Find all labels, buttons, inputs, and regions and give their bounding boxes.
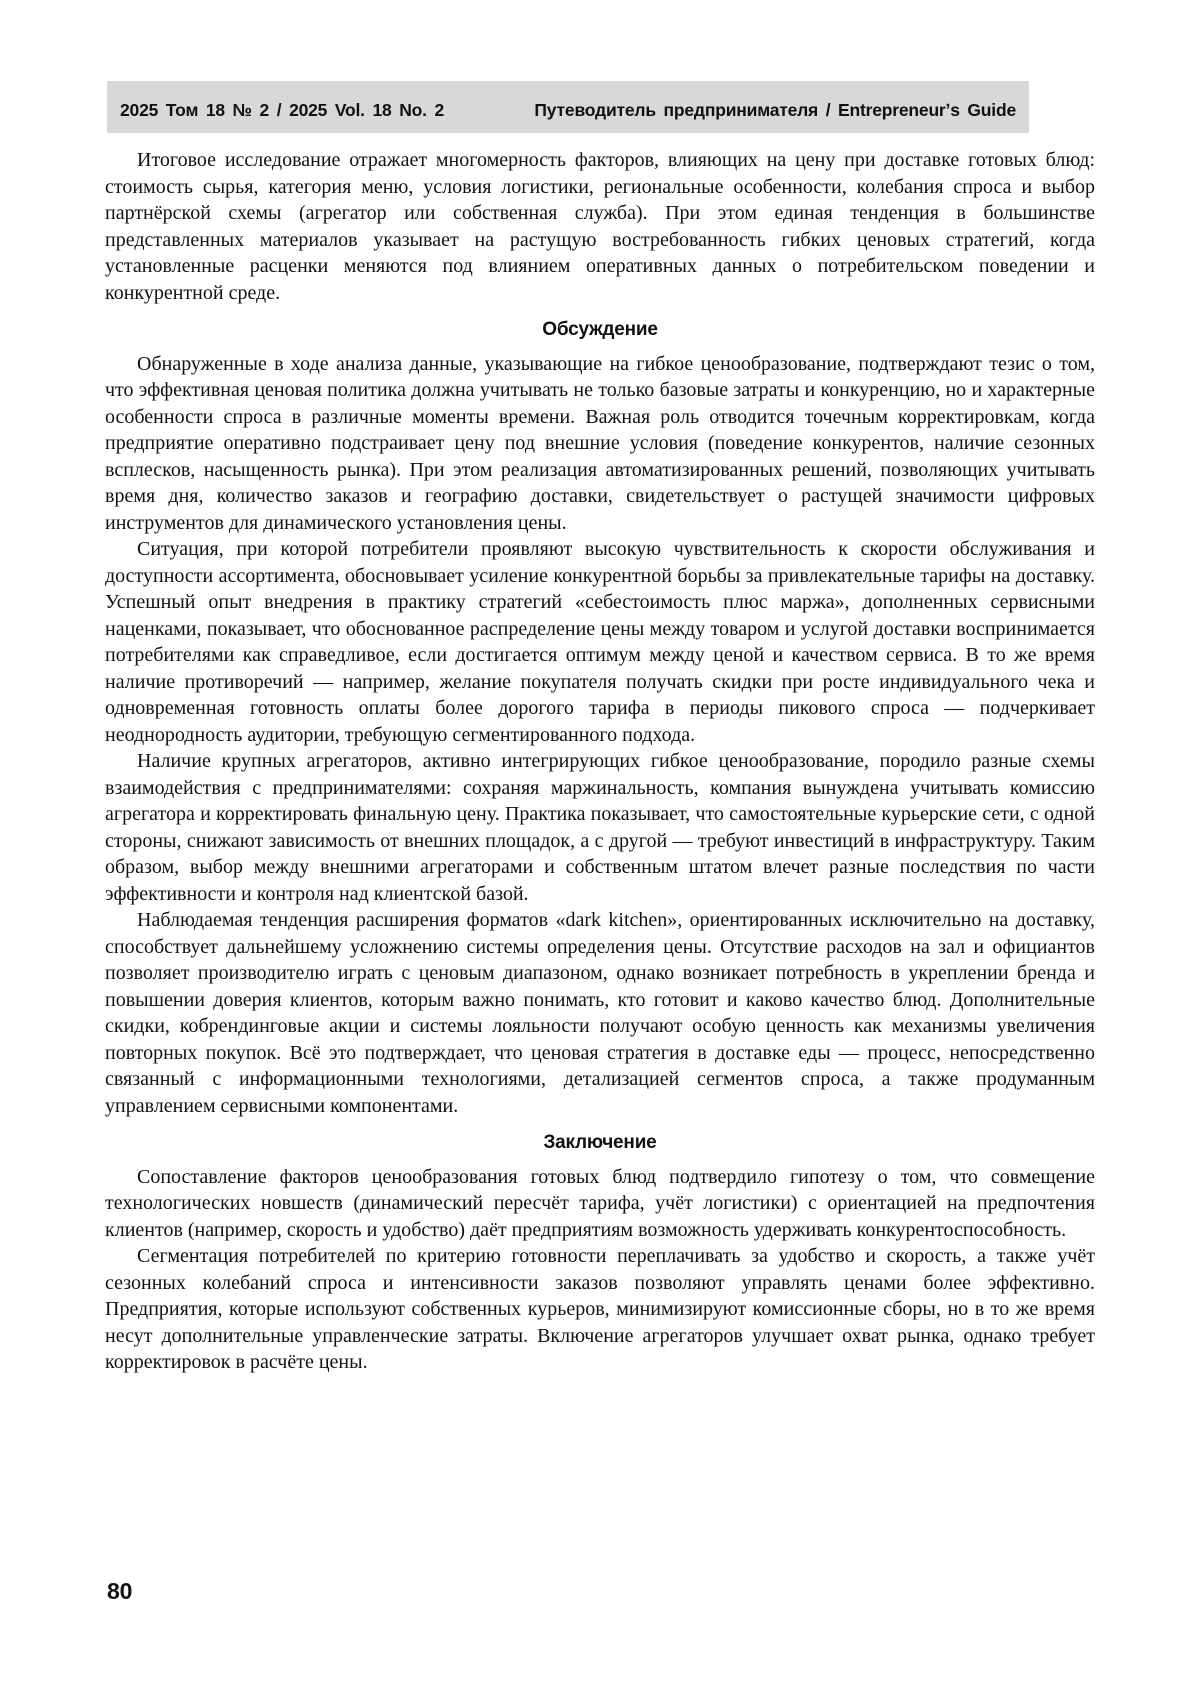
discussion-paragraph-2: Ситуация, при которой потребители проявляют высокую чувствительность к скорости обслуживания и доступности ассортимента, обосновывает усиление конкурентной борьбы за привлекательные тарифы на доставку. Успешный опыт внедрения в практику стратегий «себестоимость плюс маржа», дополненных сервисными наценками, показывает, что обоснованное распределение цены между товаром и услугой доставки воспринимается потребителями как справедливое, если достигается оптимум между ценой и качеством сервиса. В то же время наличие противоречий — например, желание покупателя получать скидки при росте индивидуального чека и одновременная готовность оплаты более дорогого тарифа в периоды пикового спроса — подчеркивает неоднородность аудитории, требующую сегментированного подхода. — [105, 538, 1095, 746]
article-body — [105, 147, 1095, 1376]
page-number: 80 — [107, 1578, 133, 1604]
conclusion-paragraph-2: Сегментация потребителей по критерию готовности переплачивать за удобство и скорость, а также учёт сезонных колебаний спроса и интенсивности заказов позволяют управлять ценами более эффективно. Предприятия, которые используют собственных курьеров, минимизируют комиссионные сборы, но в то же время несут дополнительные управленческие затраты. Включение агрегаторов улучшает охват рынка, однако требует корректировок в расчёте цены. — [105, 1245, 1095, 1373]
discussion-paragraph-4: Наблюдаемая тенденция расширения форматов «dark kitchen», ориентированных исключительно на доставку, способствует дальнейшему усложнению системы определения цены. Отсутствие расходов на зал и официантов позволяет производителю играть с ценовым диапазоном, однако возникает потребность в укреплении бренда и повышении доверия клиентов, которым важно понимать, кто готовит и каково качество блюд. Дополнительные скидки, кобрендинговые акции и системы лояльности получают особую ценность как механизмы увеличения повторных покупок. Всё это подтверждает, что ценовая стратегия в доставке еды — процесс, непосредственно связанный с информационными технологиями, детализацией сегментов спроса, а также продуманным управлением сервисными компонентами. — [105, 909, 1095, 1117]
volume-issue-info: 2025 Том 18 № 2 / 2025 Vol. 18 No. 2 — [120, 99, 445, 120]
conclusion-heading: Заключение — [543, 1132, 657, 1153]
discussion-paragraph-3: Наличие крупных агрегаторов, активно интегрирующих гибкое ценообразование, породило разные схемы взаимодействия с предпринимателями: сохраняя маржинальность, компания вынуждена учитывать комиссию агрегатора и корректировать финальную цену. Практика показывает, что самостоятельные курьерские сети, с одной стороны, снижают зависимость от внешних площадок, а с другой — требуют инвестиций в инфраструктуру. Таким образом, выбор между внешними агрегаторами и собственным штатом влечет разные последствия по части эффективности и контроля над клиентской базой. — [105, 750, 1095, 905]
journal-title: Путеводитель предпринимателя / Entrepreneurʼs Guide — [534, 99, 1016, 120]
discussion-heading: Обсуждение — [542, 319, 658, 340]
discussion-paragraph-1: Обнаруженные в ходе анализа данные, указывающие на гибкое ценообразование, подтверждают тезис о том, что эффективная ценовая политика должна учитывать не только базовые затраты и конкуренцию, но и характерные особенности спроса в различные моменты времени. Важная роль отводится точечным корректировкам, когда предприятие оперативно подстраивает цену под внешние условия (поведение конкурентов, наличие сезонных всплесков, насыщенность рынка). При этом реализация автоматизированных решений, позволяющих учитывать время дня, количество заказов и географию доставки, свидетельствует о растущей значимости цифровых инструментов для динамического установления цены. — [105, 352, 1095, 534]
running-header — [107, 81, 1029, 133]
conclusion-paragraph-1: Сопоставление факторов ценообразования готовых блюд подтвердило гипотезу о том, что совмещение технологических новшеств (динамический пересчёт тарифа, учёт логистики) с ориентацией на предпочтения клиентов (например, скорость и удобство) даёт предприятиям возможность удерживать конкурентоспособность. — [105, 1165, 1095, 1241]
intro-paragraph: Итоговое исследование отражает многомерность факторов, влияющих на цену при доставке готовых блюд: стоимость сырья, категория меню, условия логистики, региональные особенности, колебания спроса и выбор партнёрской схемы (агрегатор или собственная служба). При этом единая тенденция в большинстве представленных материалов указывает на растущую востребованность гибких ценовых стратегий, когда установленные расценки меняются под влиянием оперативных данных о потребительском поведении и конкурентной среде. — [105, 149, 1095, 304]
